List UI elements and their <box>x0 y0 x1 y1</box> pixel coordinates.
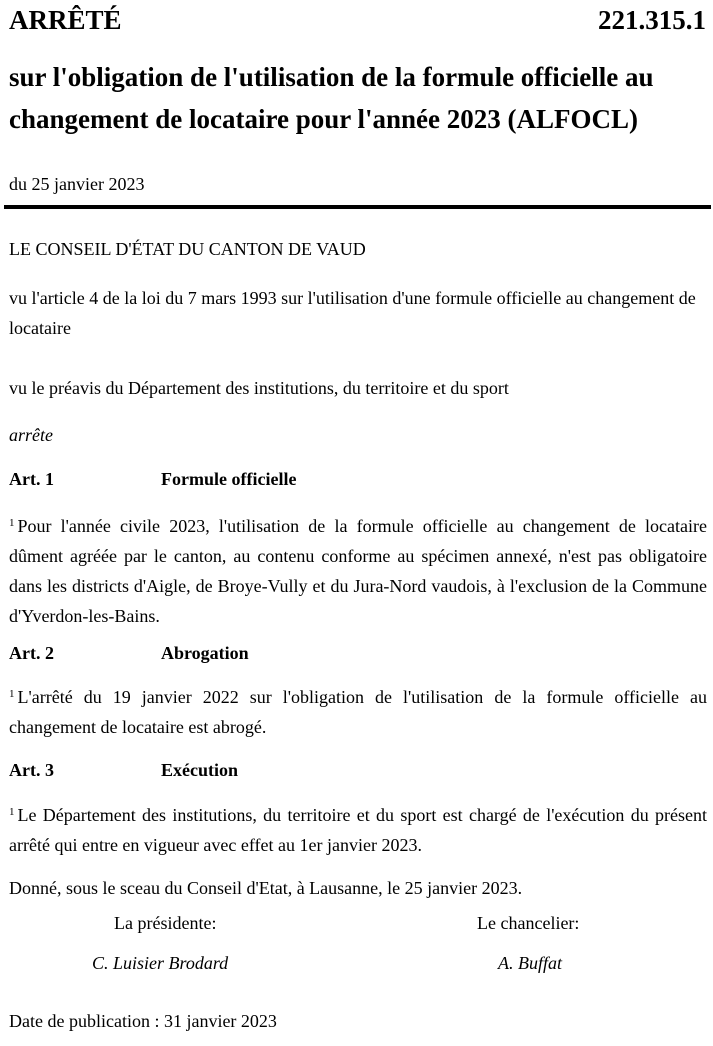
article-title: Abrogation <box>161 643 249 663</box>
consideration-2: vu le préavis du Département des institutions, du territoire et du sport <box>9 378 509 398</box>
article-title: Exécution <box>161 760 239 780</box>
document-type: ARRÊTÉ <box>9 5 122 35</box>
article-text: L'arrêté du 19 janvier 2022 sur l'obligation de l'utilisation de la formule officielle au changement de locataire est abrogé. <box>9 687 707 737</box>
given-statement: Donné, sous le sceau du Conseil d'Etat, à Lausanne, le 25 janvier 2023. <box>9 878 523 898</box>
consideration-1: vu l'article 4 de la loi du 7 mars 1993 sur l'utilisation d'une formule officielle au changement de locataire <box>9 288 696 338</box>
signatory-name-chancellor: A. Buffat <box>498 953 562 973</box>
article-2-heading <box>9 638 709 668</box>
document-date: du 25 janvier 2023 <box>9 174 145 194</box>
alinea-number: 1 <box>9 517 15 529</box>
article-1-paragraph <box>9 511 707 631</box>
article-number: Art. 2 <box>9 643 54 663</box>
alinea-number: 1 <box>9 688 15 700</box>
issuing-authority: LE CONSEIL D'ÉTAT DU CANTON DE VAUD <box>9 239 366 259</box>
decree-word: arrête <box>9 425 53 445</box>
article-number: Art. 3 <box>9 760 54 780</box>
signatory-role-president: La présidente: <box>114 913 217 933</box>
article-1-heading <box>9 464 709 494</box>
article-title: Formule officielle <box>161 469 297 489</box>
alinea-number: 1 <box>9 806 15 818</box>
publication-date: Date de publication : 31 janvier 2023 <box>9 1011 277 1031</box>
article-2-paragraph <box>9 682 707 742</box>
document-title: sur l'obligation de l'utilisation de la formule officielle au changement de locataire pour l'année 2023 (ALFOCL) <box>9 62 654 134</box>
article-text: Le Département des institutions, du territoire et du sport est chargé de l'exécution du présent arrêté qui entre en vigueur avec effet au 1er janvier 2023. <box>9 805 707 855</box>
article-3-paragraph <box>9 800 707 860</box>
header-divider <box>4 205 711 209</box>
article-3-heading <box>9 755 709 785</box>
article-number: Art. 1 <box>9 469 54 489</box>
article-text: Pour l'année civile 2023, l'utilisation de la formule officielle au changement de locataire dûment agréée par le canton, au contenu conforme au spécimen annexé, n'est pas obligatoire dans les districts d'Aigle, de Broye-Vully et du Jura-Nord vaudois, à l'exclusion de la Commune d'Yverdon-les-Bains. <box>9 516 707 626</box>
signatory-role-chancellor: Le chancelier: <box>477 913 580 933</box>
signatory-name-president: C. Luisier Brodard <box>92 953 229 973</box>
reference-number: 221.315.1 <box>598 5 706 35</box>
